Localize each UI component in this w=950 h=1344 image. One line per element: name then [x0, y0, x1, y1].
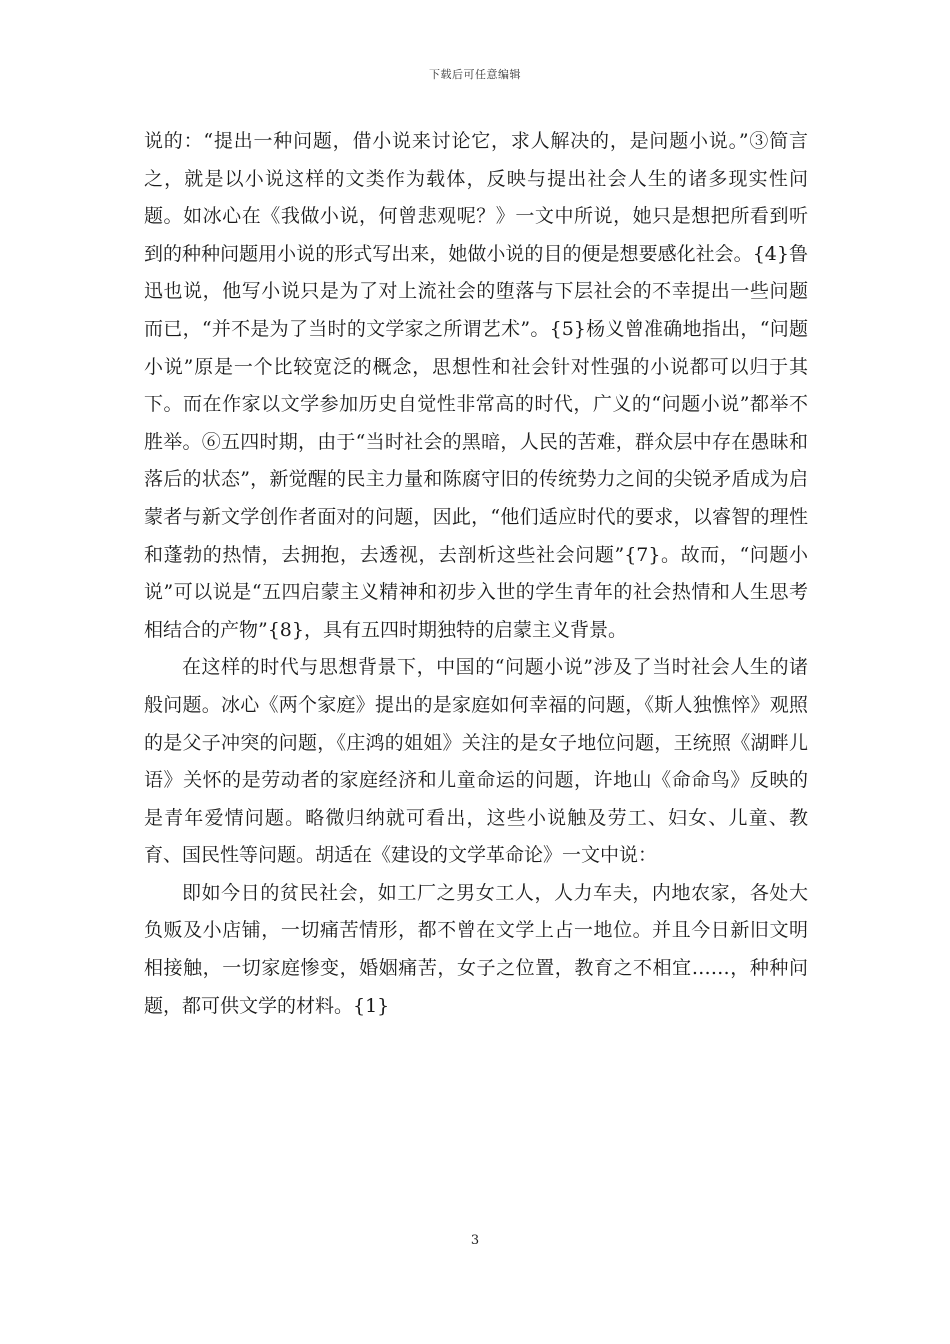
document-body	[144, 123, 808, 1025]
page-header-note: 下载后可任意编辑	[429, 68, 521, 81]
paragraph-problem-novels: 在这样的时代与思想背景下，中国的“问题小说”涉及了当时社会人生的诸般问题。冰心《两个家庭》提出的是家庭如何幸福的问题，《斯人独憔悴》观照的是父子冲突的问题，《庄鸿的姐姐》关注的是女子地位问题，王统照《湖畔儿语》关怀的是劳动者的家庭经济和儿童命运的问题，许地山《命命鸟》反映的是青年爱情问题。略微归纳就可看出，这些小说触及劳工、妇女、儿童、教育、国民性等问题。胡适在《建设的文学革命论》一文中说：	[144, 656, 808, 867]
paragraph-continued: 说的：“提出一种问题，借小说来讨论它，求人解决的，是问题小说。”③简言之，就是以小说这样的文类作为载体，反映与提出社会人生的诸多现实性问题。如冰心在《我做小说，何曾悲观呢？》一文中所说，她只是想把所看到听到的种种问题用小说的形式写出来，她做小说的目的便是想要感化社会。{4}鲁迅也说，他写小说只是为了对上流社会的堕落与下层社会的不幸提出一些问题而已，“并不是为了当时的文学家之所谓艺术”。{5}杨义曾准确地指出，“问题小说”原是一个比较宽泛的概念，思想性和社会针对性强的小说都可以归于其下。而在作家以文学参加历史自觉性非常高的时代，广义的“问题小说”都举不胜举。⑥五四时期，由于“当时社会的黑暗，人民的苦难，群众层中存在愚昧和落后的状态”，新觉醒的民主力量和陈腐守旧的传统势力之间的尖锐矛盾成为启蒙者与新文学创作者面对的问题，因此，“他们适应时代的要求，以睿智的理性和蓬勃的热情，去拥抱，去透视，去剖析这些社会问题”{7}。故而，“问题小说”可以说是“五四启蒙主义精神和初步入世的学生青年的社会热情和人生思考相结合的产物”{8}，具有五四时期独特的启蒙主义背景。	[144, 130, 808, 641]
block-quote-hu-shi: 即如今日的贫民社会，如工厂之男女工人，人力车夫，内地农家，各处大负贩及小店铺，一切痛苦情形，都不曾在文学上占一地位。并且今日新旧文明相接触，一切家庭惨变，婚姻痛苦，女子之位置，教育之不相宜……，种种问题，都可供文学的材料。{1}	[144, 881, 808, 1017]
page-number: 3	[470, 1233, 480, 1248]
